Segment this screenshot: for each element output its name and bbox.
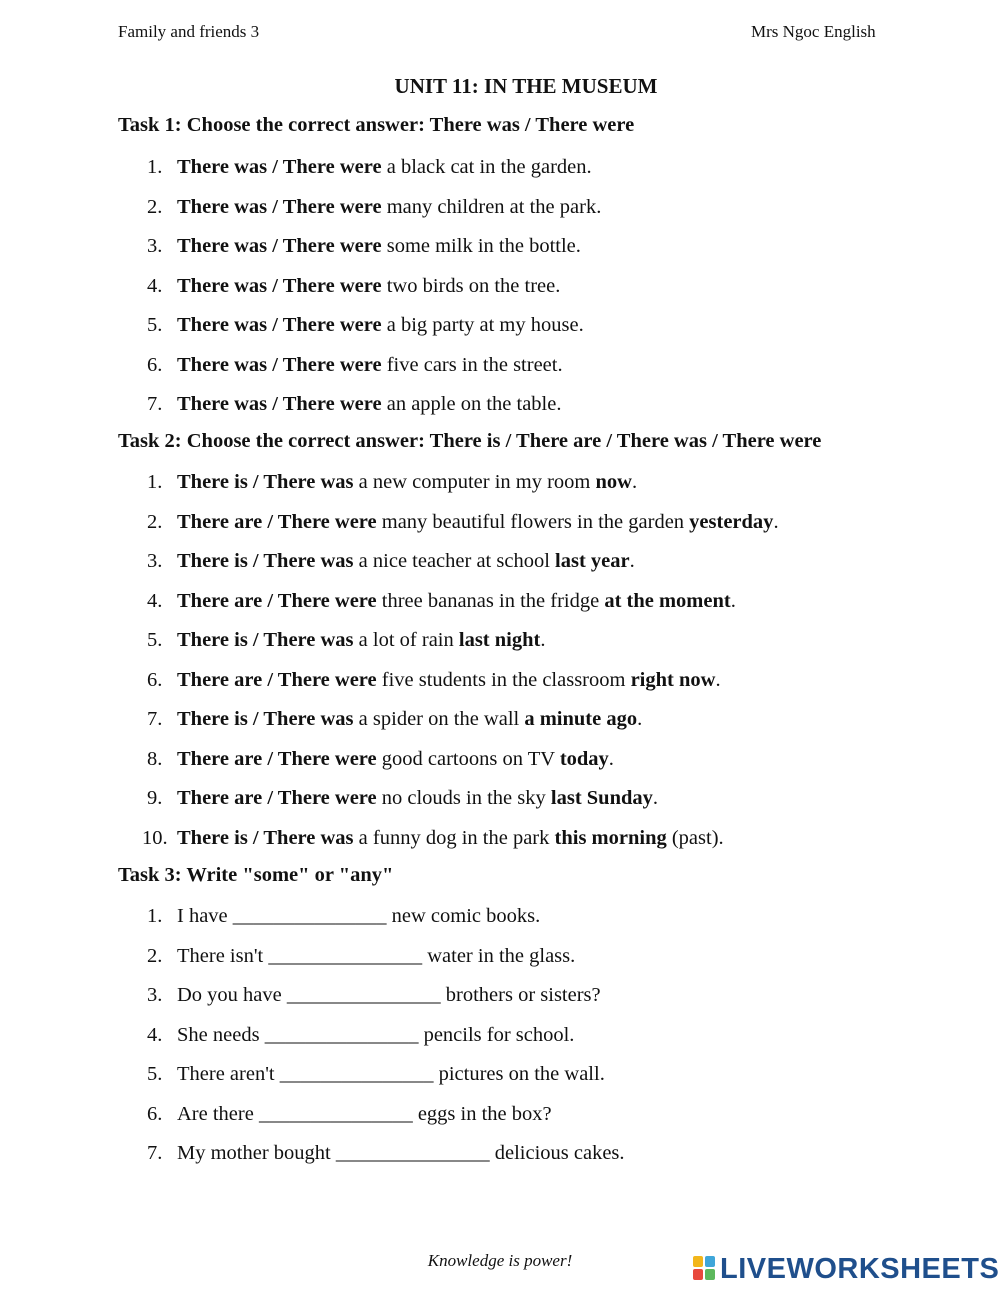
task2-item: [0, 469, 1000, 495]
sentence-start: There isn't: [177, 944, 269, 967]
task3-item: [0, 982, 1000, 1008]
item-number: 6.: [147, 353, 163, 376]
sentence-rest: good cartoons on TV: [376, 747, 560, 770]
sentence-rest: a new computer in my room: [353, 471, 596, 493]
choice-options[interactable]: There was / There were: [177, 353, 382, 376]
sentence-rest: some milk in the bottle.: [381, 235, 581, 257]
sentence-start: My mother bought: [177, 1142, 336, 1164]
sentence-start: Do you have: [177, 984, 287, 1006]
choice-options[interactable]: There are / There were: [177, 787, 377, 809]
item-number: 7.: [147, 708, 163, 730]
item-number: 6.: [147, 1102, 163, 1125]
sentence-end: pictures on the wall.: [433, 1063, 605, 1085]
task3-item: [0, 1101, 1000, 1127]
task3-item: [0, 1140, 1000, 1166]
header-left: Family and friends 3: [118, 22, 260, 41]
sentence-rest: a black cat in the garden.: [381, 156, 592, 178]
choice-options[interactable]: There are / There were: [177, 668, 377, 691]
logo-icon: [693, 1256, 717, 1282]
sentence-rest: an apple on the table.: [381, 393, 562, 415]
task2-item: [0, 509, 1000, 535]
sentence-rest: a funny dog in the park: [353, 826, 555, 849]
choice-options[interactable]: There was / There were: [177, 195, 382, 218]
item-number: 2.: [147, 510, 163, 533]
item-number: 8.: [147, 747, 163, 770]
task3-item: [0, 1061, 1000, 1087]
choice-options[interactable]: There was / There were: [177, 314, 382, 336]
task1-item: [0, 391, 1000, 417]
item-number: 5.: [147, 629, 163, 651]
time-expression: right now: [630, 668, 716, 691]
item-number: 4.: [147, 274, 163, 297]
sentence-end: (past).: [666, 826, 724, 849]
sentence-end: .: [637, 708, 643, 730]
sentence-end: .: [629, 550, 635, 572]
time-expression: now: [595, 471, 632, 493]
item-number: 1.: [147, 471, 163, 493]
task1-heading: Task 1: Choose the correct answer: There was / There were: [118, 114, 635, 136]
answer-blank[interactable]: _______________: [286, 984, 441, 1006]
item-text: [177, 312, 584, 338]
sentence-end: .: [540, 629, 546, 651]
sentence-rest: many children at the park.: [381, 195, 602, 218]
item-text: [177, 233, 581, 259]
sentence-rest: three bananas in the fridge: [376, 589, 605, 612]
item-number: 4.: [147, 589, 163, 612]
task1-item: [0, 352, 1000, 378]
choice-options[interactable]: There was / There were: [177, 156, 382, 178]
item-text: [177, 706, 642, 732]
sentence-start: She needs: [177, 1023, 265, 1046]
page-title: UNIT 11: IN THE MUSEUM: [394, 74, 658, 98]
task3-item: [0, 943, 1000, 969]
item-number: 4.: [147, 1023, 163, 1046]
item-number: 1.: [147, 905, 163, 927]
task1-item: [0, 233, 1000, 259]
time-expression: today: [559, 747, 609, 770]
task2-item: [0, 785, 1000, 811]
choice-options[interactable]: There was / There were: [177, 393, 382, 415]
item-text: [177, 825, 724, 851]
choice-options[interactable]: There was / There were: [177, 235, 382, 257]
choice-options[interactable]: There is / There was: [177, 550, 354, 572]
item-number: 3.: [147, 235, 163, 257]
item-number: 10.: [142, 826, 168, 849]
time-expression: last night: [458, 629, 541, 651]
item-number: 6.: [147, 668, 163, 691]
sentence-rest: a lot of rain: [353, 629, 459, 651]
item-text: [177, 588, 736, 614]
task2-heading: Task 2: Choose the correct answer: There is / There are / There was / There were: [118, 430, 822, 452]
sentence-end: .: [631, 471, 638, 493]
sentence-rest: many beautiful flowers in the garden: [376, 510, 690, 533]
time-expression: yesterday: [689, 510, 774, 533]
answer-blank[interactable]: _______________: [268, 944, 423, 967]
time-expression: this morning: [554, 826, 667, 849]
liveworksheets-logo[interactable]: [693, 1254, 999, 1284]
task2-item: [0, 706, 1000, 732]
sentence-start: There aren't: [177, 1063, 280, 1085]
sentence-rest: a big party at my house.: [381, 314, 584, 336]
task3-heading: Task 3: Write "some" or "any": [118, 864, 394, 886]
sentence-end: .: [715, 668, 721, 691]
item-text: [177, 1140, 625, 1166]
item-text: [177, 903, 540, 929]
time-expression: a minute ago: [524, 708, 638, 730]
item-text: [177, 548, 635, 574]
time-expression: at the moment: [604, 589, 731, 612]
item-text: [177, 1022, 574, 1048]
item-number: 7.: [147, 393, 163, 415]
item-text: [177, 943, 575, 969]
task3-item: [0, 903, 1000, 929]
sentence-end: new comic books.: [386, 905, 541, 927]
item-number: 2.: [147, 944, 163, 967]
item-number: 9.: [147, 787, 163, 809]
choice-options[interactable]: There was / There were: [177, 274, 382, 297]
item-text: [177, 627, 545, 653]
answer-blank[interactable]: _______________: [335, 1142, 490, 1164]
answer-blank[interactable]: _______________: [258, 1102, 413, 1125]
sentence-end: .: [730, 589, 736, 612]
item-text: [177, 785, 658, 811]
item-text: [177, 1101, 552, 1127]
choice-options[interactable]: There is / There was: [177, 629, 354, 651]
task1-item: [0, 273, 1000, 299]
choice-options[interactable]: There are / There were: [177, 589, 377, 612]
task2-item: [0, 548, 1000, 574]
answer-blank[interactable]: _______________: [279, 1063, 434, 1085]
item-text: [177, 469, 637, 495]
item-text: [177, 667, 721, 693]
item-number: 3.: [147, 550, 163, 572]
item-text: [177, 273, 560, 299]
item-text: [177, 509, 779, 535]
choice-options[interactable]: There is / There was: [177, 708, 354, 730]
sentence-end: .: [652, 787, 658, 809]
task2-item: [0, 825, 1000, 851]
sentence-start: I have: [177, 905, 233, 927]
sentence-end: water in the glass.: [422, 944, 576, 967]
choice-options[interactable]: There is / There was: [177, 826, 354, 849]
item-text: [177, 746, 614, 772]
item-number: 7.: [147, 1142, 163, 1164]
item-text: [177, 1061, 605, 1087]
item-text: [177, 982, 601, 1008]
sentence-rest: two birds on the tree.: [381, 274, 561, 297]
task1-item: [0, 154, 1000, 180]
time-expression: last Sunday: [550, 787, 653, 809]
item-number: 5.: [147, 1063, 163, 1085]
sentence-rest: five students in the classroom: [376, 668, 631, 691]
item-number: 2.: [147, 195, 163, 218]
task2-item: [0, 746, 1000, 772]
choice-options[interactable]: There is / There was: [177, 471, 354, 493]
sentence-end: .: [608, 747, 614, 770]
footer-quote: Knowledge is power!: [427, 1251, 573, 1270]
choice-options[interactable]: There are / There were: [177, 747, 377, 770]
item-number: 1.: [147, 156, 163, 178]
choice-options[interactable]: There are / There were: [177, 510, 377, 533]
time-expression: last year: [555, 550, 630, 572]
sentence-end: pencils for school.: [418, 1023, 575, 1046]
sentence-end: delicious cakes.: [489, 1142, 625, 1164]
answer-blank[interactable]: _______________: [232, 905, 387, 927]
task2-item: [0, 667, 1000, 693]
task2-item: [0, 627, 1000, 653]
task2-item: [0, 588, 1000, 614]
sentence-end: eggs in the box?: [412, 1102, 552, 1125]
sentence-rest: five cars in the street.: [381, 353, 563, 376]
sentence-end: brothers or sisters?: [440, 984, 601, 1006]
task3-item: [0, 1022, 1000, 1048]
header-right: Mrs Ngoc English: [751, 22, 876, 41]
task1-item: [0, 194, 1000, 220]
item-text: [177, 194, 601, 220]
sentence-start: Are there: [177, 1102, 259, 1125]
sentence-rest: a spider on the wall: [353, 708, 525, 730]
item-text: [177, 154, 592, 180]
sentence-end: .: [773, 510, 779, 533]
logo-text: LIVEWORKSHEETS: [720, 1252, 1000, 1285]
sentence-rest: no clouds in the sky: [376, 787, 551, 809]
item-text: [177, 391, 561, 417]
answer-blank[interactable]: _______________: [264, 1023, 419, 1046]
item-number: 3.: [147, 984, 163, 1006]
sentence-rest: a nice teacher at school: [353, 550, 556, 572]
item-text: [177, 352, 563, 378]
task1-item: [0, 312, 1000, 338]
item-number: 5.: [147, 314, 163, 336]
